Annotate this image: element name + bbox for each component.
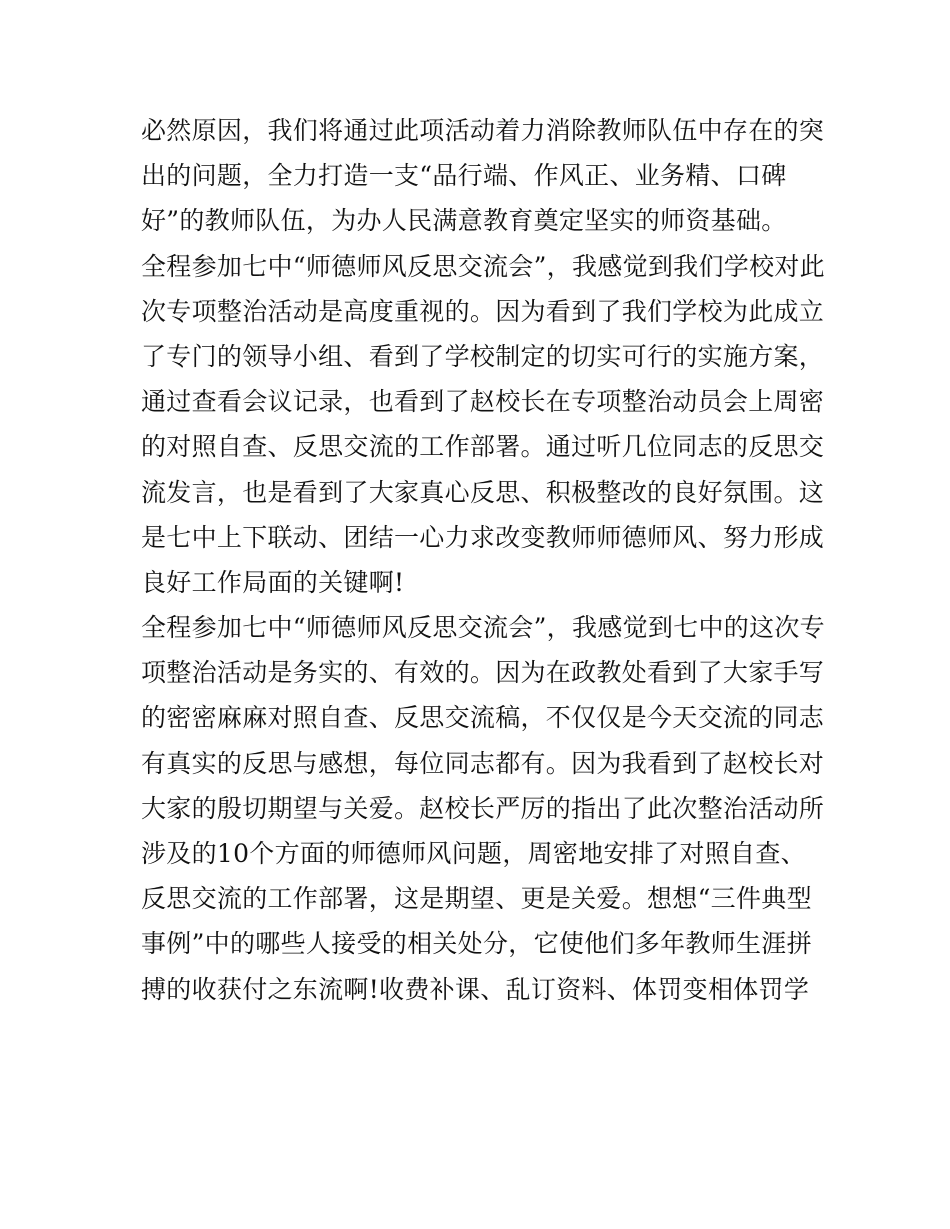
text-line: 大家的殷切期望与关爱。赵校长严厉的指出了此次整治活动所 <box>141 793 825 823</box>
text-line: 良好工作局面的关键啊! <box>141 567 405 597</box>
text-line: 全程参加七中“师德师风反思交流会”，我感觉到七中的这次专 <box>141 613 825 643</box>
text-line: 流发言，也是看到了大家真心反思、积极整改的良好氛围。这 <box>141 477 825 507</box>
text-line: 次专项整治活动是高度重视的。因为看到了我们学校为此成立 <box>141 296 825 326</box>
text-line: 有真实的反思与感想，每位同志都有。因为我看到了赵校长对 <box>141 748 825 778</box>
text-line: 出的问题，全力打造一支“品行端、作风正、业务精、口碑 <box>141 161 787 191</box>
document-body <box>141 108 825 1012</box>
text-line: 事例”中的哪些人接受的相关处分，它使他们多年教师生涯拼 <box>141 929 812 959</box>
text-line: 必然原因，我们将通过此项活动着力消除教师队伍中存在的突 <box>141 116 825 145</box>
text-line: 的密密麻麻对照自查、反思交流稿，不仅仅是今天交流的同志 <box>141 703 825 733</box>
text-line: 搏的收获付之东流啊!收费补课、乱订资料、体罚变相体罚学 <box>141 974 810 1004</box>
text-line: 涉及的10个方面的师德师风问题，周密地安排了对照自查、 <box>141 839 806 868</box>
text-line: 通过查看会议记录，也看到了赵校长在专项整治动员会上周密 <box>141 387 825 417</box>
text-line: 好”的教师队伍，为办人民满意教育奠定坚实的师资基础。 <box>141 206 787 236</box>
text-line: 的对照自查、反思交流的工作部署。通过听几位同志的反思交 <box>141 432 825 462</box>
text-line: 了专门的领导小组、看到了学校制定的切实可行的实施方案， <box>141 341 825 371</box>
text-line: 是七中上下联动、团结一心力求改变教师师德师风、努力形成 <box>141 522 825 552</box>
text-line: 反思交流的工作部署，这是期望、更是关爱。想想“三件典型 <box>141 884 812 914</box>
text-line: 全程参加七中“师德师风反思交流会”，我感觉到我们学校对此 <box>141 251 825 281</box>
text-line: 项整治活动是务实的、有效的。因为在政教处看到了大家手写 <box>141 658 825 688</box>
